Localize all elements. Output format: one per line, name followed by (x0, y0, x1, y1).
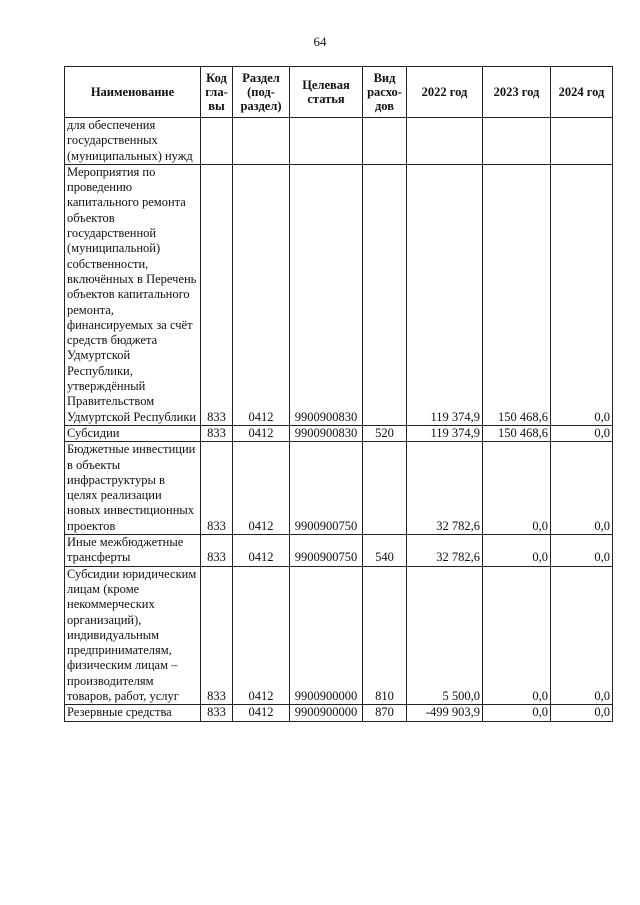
row-2023: 150 468,6 (483, 164, 551, 425)
row-2022: 119 374,9 (407, 164, 483, 425)
row-section (233, 118, 290, 165)
table-row (65, 442, 613, 535)
header-target: Целевая статья (290, 67, 363, 118)
row-code: 833 (201, 442, 233, 535)
row-code: 833 (201, 535, 233, 567)
row-section: 0412 (233, 705, 290, 721)
row-2024: 0,0 (551, 164, 613, 425)
header-2023: 2023 год (483, 67, 551, 118)
budget-table (64, 66, 613, 722)
row-target: 9900900750 (290, 442, 363, 535)
row-name: Субсидии (65, 425, 201, 441)
row-target: 9900900000 (290, 705, 363, 721)
page-number: 64 (313, 34, 327, 49)
row-code: 833 (201, 566, 233, 705)
table-row (65, 705, 613, 721)
table-row (65, 535, 613, 567)
row-target: 9900900000 (290, 566, 363, 705)
row-2023 (483, 118, 551, 165)
table-row (65, 118, 613, 165)
row-name: Мероприятия по проведению капитального ремонта объектов государственной (муниципальной) собственности, включённых в Перечень объектов капитального ремонта, финансируемых за счёт средств бюджета Удмуртской Республики, утверждённый Правительством Удмуртской Республики (65, 164, 201, 425)
row-2023: 0,0 (483, 442, 551, 535)
row-kind: 870 (363, 705, 407, 721)
row-2024 (551, 118, 613, 165)
row-2022: 119 374,9 (407, 425, 483, 441)
table-row (65, 425, 613, 441)
row-name: Резервные средства (65, 705, 201, 721)
row-name: Субсидии юридическим лицам (кроме некоммерческих организаций), индивидуальным предпринимателям, физическим лицам – производителям товаров, работ, услуг (65, 566, 201, 705)
row-section: 0412 (233, 566, 290, 705)
row-kind: 540 (363, 535, 407, 567)
row-kind (363, 118, 407, 165)
row-section: 0412 (233, 442, 290, 535)
header-kind: Вид расхо-дов (363, 67, 407, 118)
table-row (65, 164, 613, 425)
row-2022: 5 500,0 (407, 566, 483, 705)
table-row (65, 566, 613, 705)
row-target: 9900900830 (290, 425, 363, 441)
row-target (290, 118, 363, 165)
row-2023: 0,0 (483, 535, 551, 567)
row-kind: 810 (363, 566, 407, 705)
row-target: 9900900750 (290, 535, 363, 567)
row-code: 833 (201, 164, 233, 425)
row-2023: 0,0 (483, 566, 551, 705)
row-2024: 0,0 (551, 705, 613, 721)
row-2022 (407, 118, 483, 165)
row-code (201, 118, 233, 165)
row-kind (363, 164, 407, 425)
row-section: 0412 (233, 535, 290, 567)
row-target: 9900900830 (290, 164, 363, 425)
row-2022: 32 782,6 (407, 442, 483, 535)
row-2024: 0,0 (551, 442, 613, 535)
row-2022: 32 782,6 (407, 535, 483, 567)
header-row (65, 67, 613, 118)
row-code: 833 (201, 705, 233, 721)
row-section: 0412 (233, 425, 290, 441)
header-2022: 2022 год (407, 67, 483, 118)
row-2023: 150 468,6 (483, 425, 551, 441)
header-section: Раздел (под-раздел) (233, 67, 290, 118)
row-2022: -499 903,9 (407, 705, 483, 721)
row-name: для обеспечения государственных (муниципальных) нужд (65, 118, 201, 165)
row-2024: 0,0 (551, 535, 613, 567)
header-code: Код гла-вы (201, 67, 233, 118)
row-name: Иные межбюджетные трансферты (65, 535, 201, 567)
row-2023: 0,0 (483, 705, 551, 721)
header-name: Наименование (65, 67, 201, 118)
row-name: Бюджетные инвестиции в объекты инфраструктуры в целях реализации новых инвестиционных проектов (65, 442, 201, 535)
row-2024: 0,0 (551, 566, 613, 705)
header-2024: 2024 год (551, 67, 613, 118)
row-kind: 520 (363, 425, 407, 441)
row-2024: 0,0 (551, 425, 613, 441)
row-kind (363, 442, 407, 535)
row-section: 0412 (233, 164, 290, 425)
row-code: 833 (201, 425, 233, 441)
